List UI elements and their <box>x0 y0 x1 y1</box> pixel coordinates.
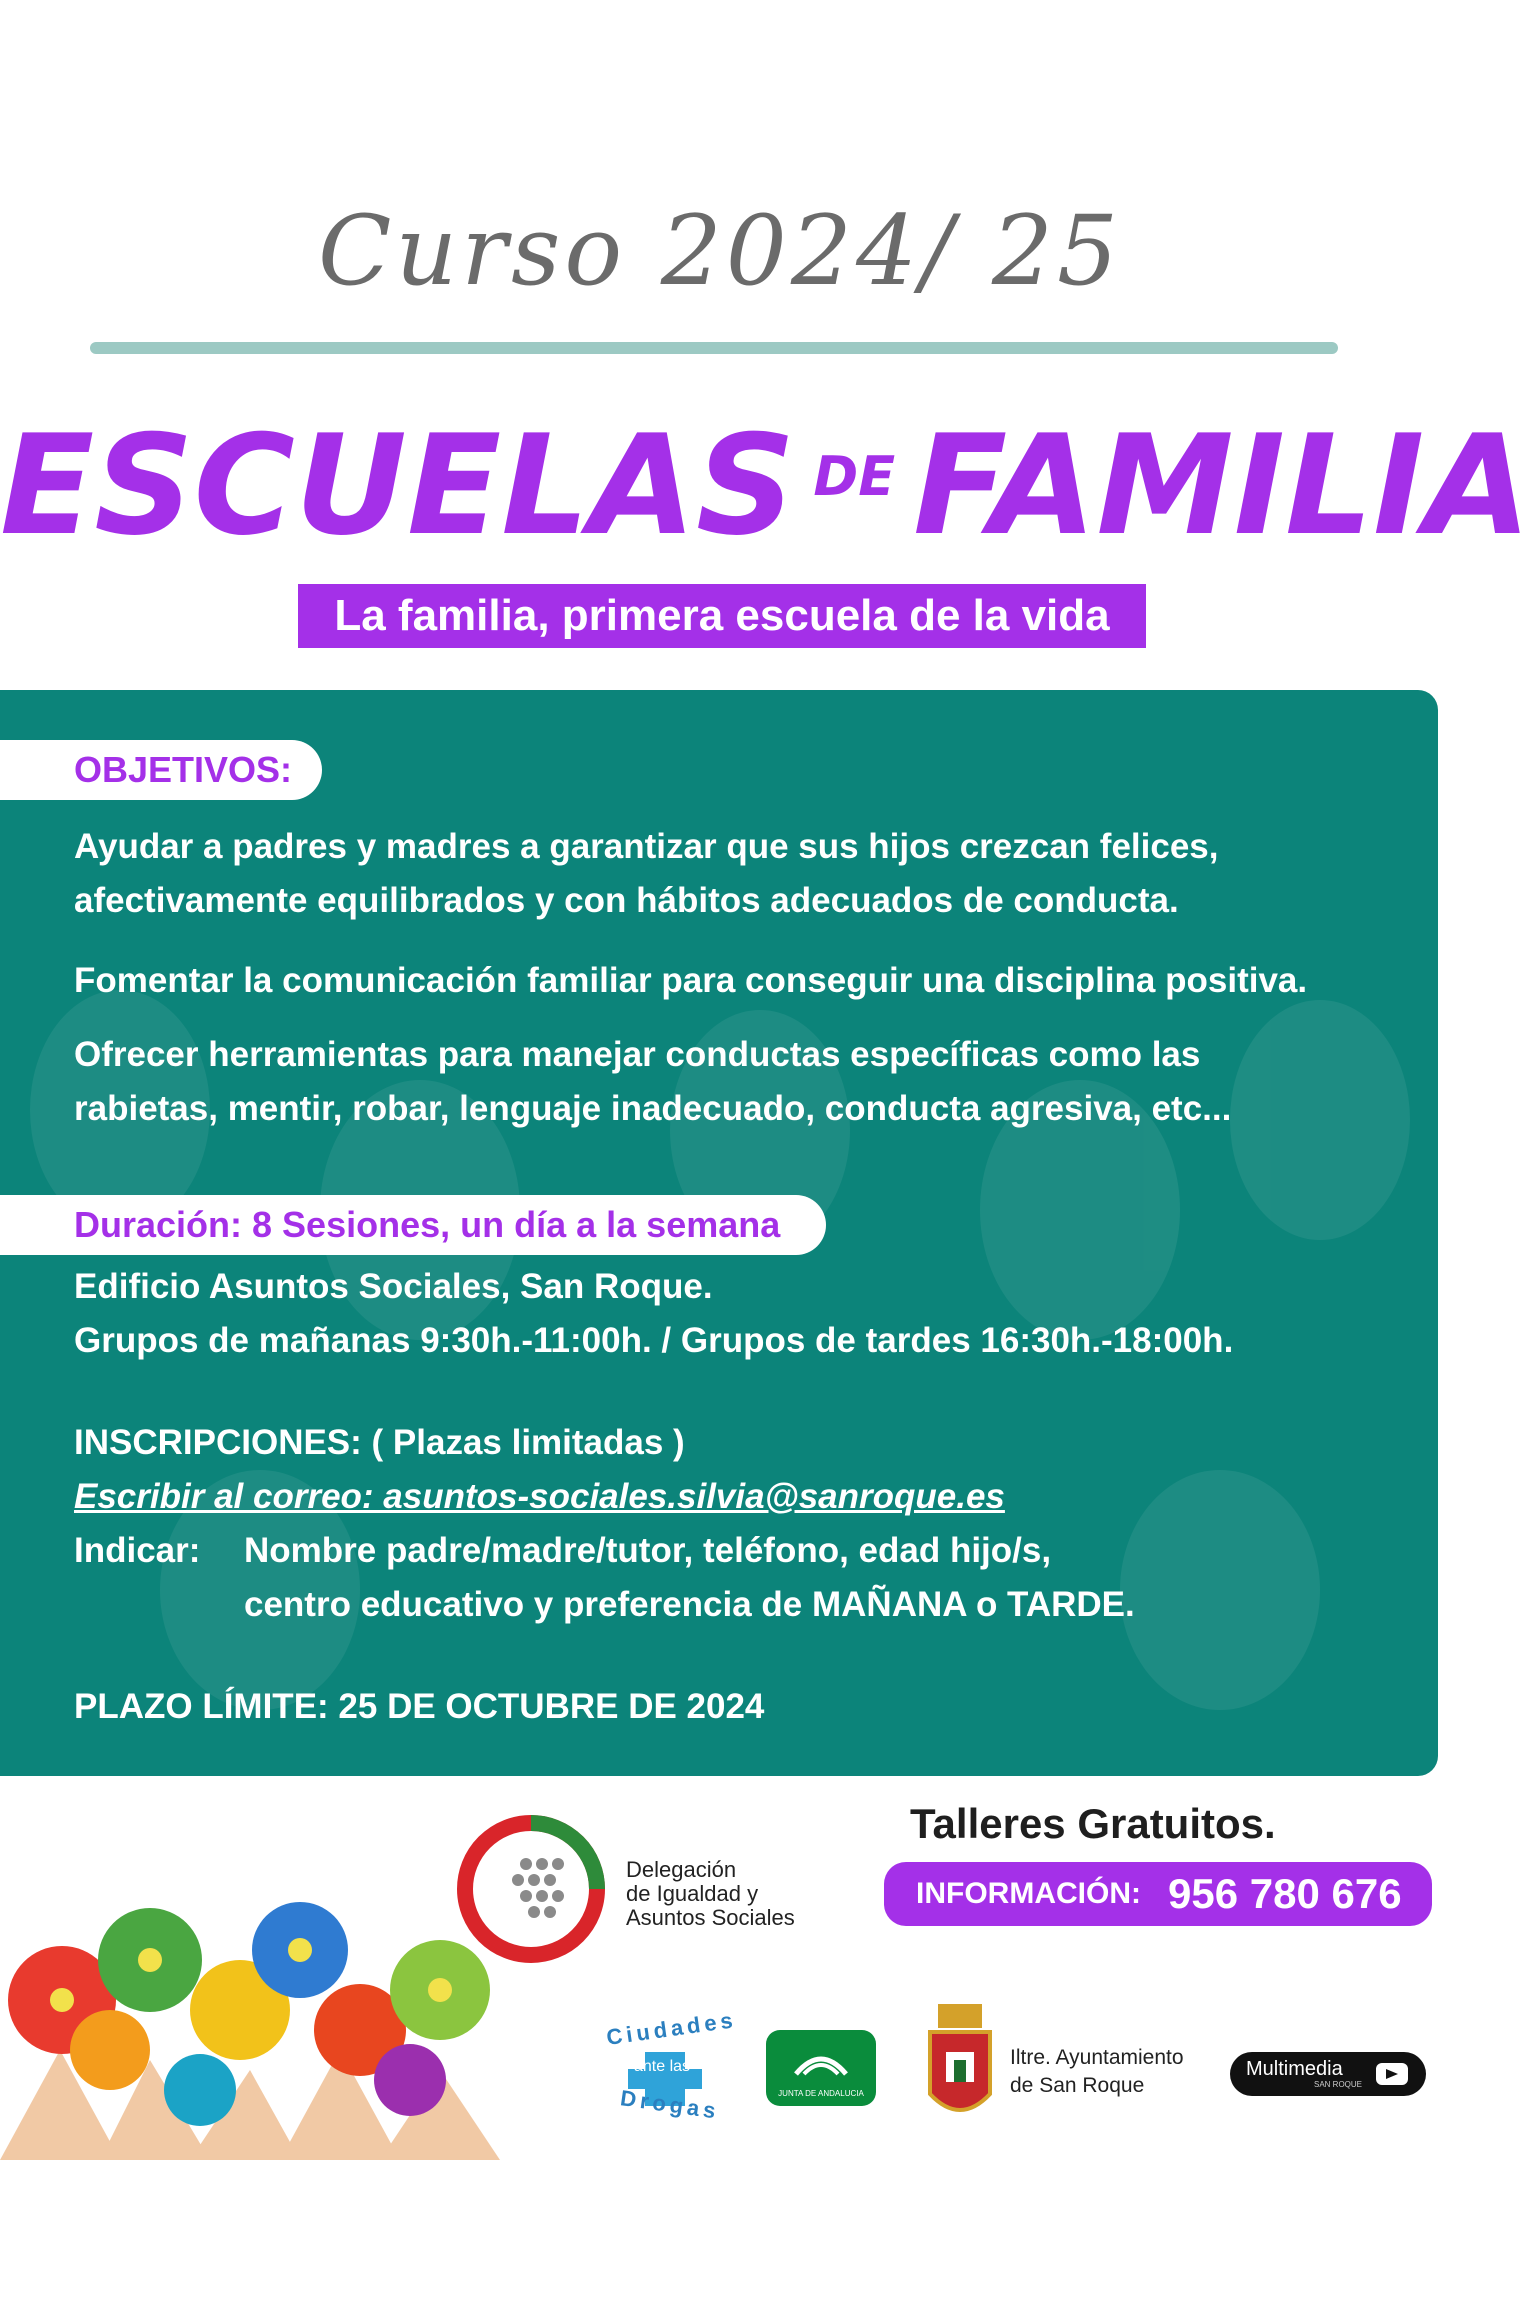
objectives-label: OBJETIVOS: <box>0 740 322 800</box>
title-de: DE <box>813 445 896 508</box>
ciudades-mid-text: ante las <box>634 2058 691 2075</box>
objective-1: Ayudar a padres y madres a garantizar que sus hijos crezcan felices, afectivamente equilibrados y con hábitos adecuados de conducta. <box>74 827 1219 920</box>
info-phone[interactable]: 956 780 676 <box>1168 1870 1402 1917</box>
info-panel <box>0 690 1438 1776</box>
multimedia-text: Multimedia <box>1246 2058 1343 2080</box>
children-hands-illustration <box>0 1900 520 2160</box>
ciudades-bottom-text: Drogas <box>618 2085 722 2124</box>
multimedia-play-icon <box>1374 2059 1414 2089</box>
junta-emblem-icon <box>766 2034 876 2088</box>
deadline-text: PLAZO LÍMITE: 25 DE OCTUBRE DE 2024 <box>74 1687 765 1726</box>
workshops-title: Talleres Gratuitos. <box>910 1800 1276 1847</box>
objective-3: Ofrecer herramientas para manejar conductas específicas como las rabietas, mentir, robar, lenguaje inadecuado, conducta agresiva, etc... <box>74 1035 1232 1128</box>
multimedia-sub-text: SAN ROQUE <box>1314 2080 1363 2089</box>
title-familia: FAMILIA <box>913 405 1531 566</box>
subtitle-banner: La familia, primera escuela de la vida <box>298 584 1146 648</box>
divider-line <box>90 342 1338 354</box>
indicate-line-2: centro educativo y preferencia de MAÑANA o TARDE. <box>244 1585 1135 1624</box>
junta-logo <box>766 2030 876 2106</box>
multimedia-logo <box>1230 2052 1426 2096</box>
junta-text: JUNTA DE ANDALUCIA <box>778 2089 864 2098</box>
course-year: Curso 2024/ 25 <box>317 195 1123 307</box>
page-title <box>0 402 1531 566</box>
indicate-line-1: Nombre padre/madre/tutor, teléfono, edad hijo/s, <box>244 1531 1052 1570</box>
duration-label: Duración: 8 Sesiones, un día a la semana <box>0 1195 826 1255</box>
ayuntamiento-text: Iltre. Ayuntamiento de San Roque <box>1010 2046 1184 2097</box>
ciudades-top-text: Ciudades <box>604 2007 739 2051</box>
registration-email[interactable]: Escribir al correo: asuntos-sociales.silvia@sanroque.es <box>74 1477 1005 1516</box>
indicate-label: Indicar: <box>74 1531 201 1570</box>
info-banner[interactable] <box>884 1862 1432 1926</box>
objective-2: Fomentar la comunicación familiar para conseguir una disciplina positiva. <box>74 961 1308 1000</box>
registration-title: INSCRIPCIONES: ( Plazas limitadas ) <box>74 1423 685 1462</box>
info-label: INFORMACIÓN: <box>916 1877 1141 1910</box>
location-text: Edificio Asuntos Sociales, San Roque. <box>74 1267 713 1306</box>
schedule-text: Grupos de mañanas 9:30h.-11:00h. / Grupos de tardes 16:30h.-18:00h. <box>74 1321 1234 1360</box>
delegation-text: Delegación de Igualdad y Asuntos Sociales <box>626 1857 795 1930</box>
san-roque-crest-icon <box>924 2004 996 2128</box>
title-escuelas: ESCUELAS <box>0 405 796 566</box>
